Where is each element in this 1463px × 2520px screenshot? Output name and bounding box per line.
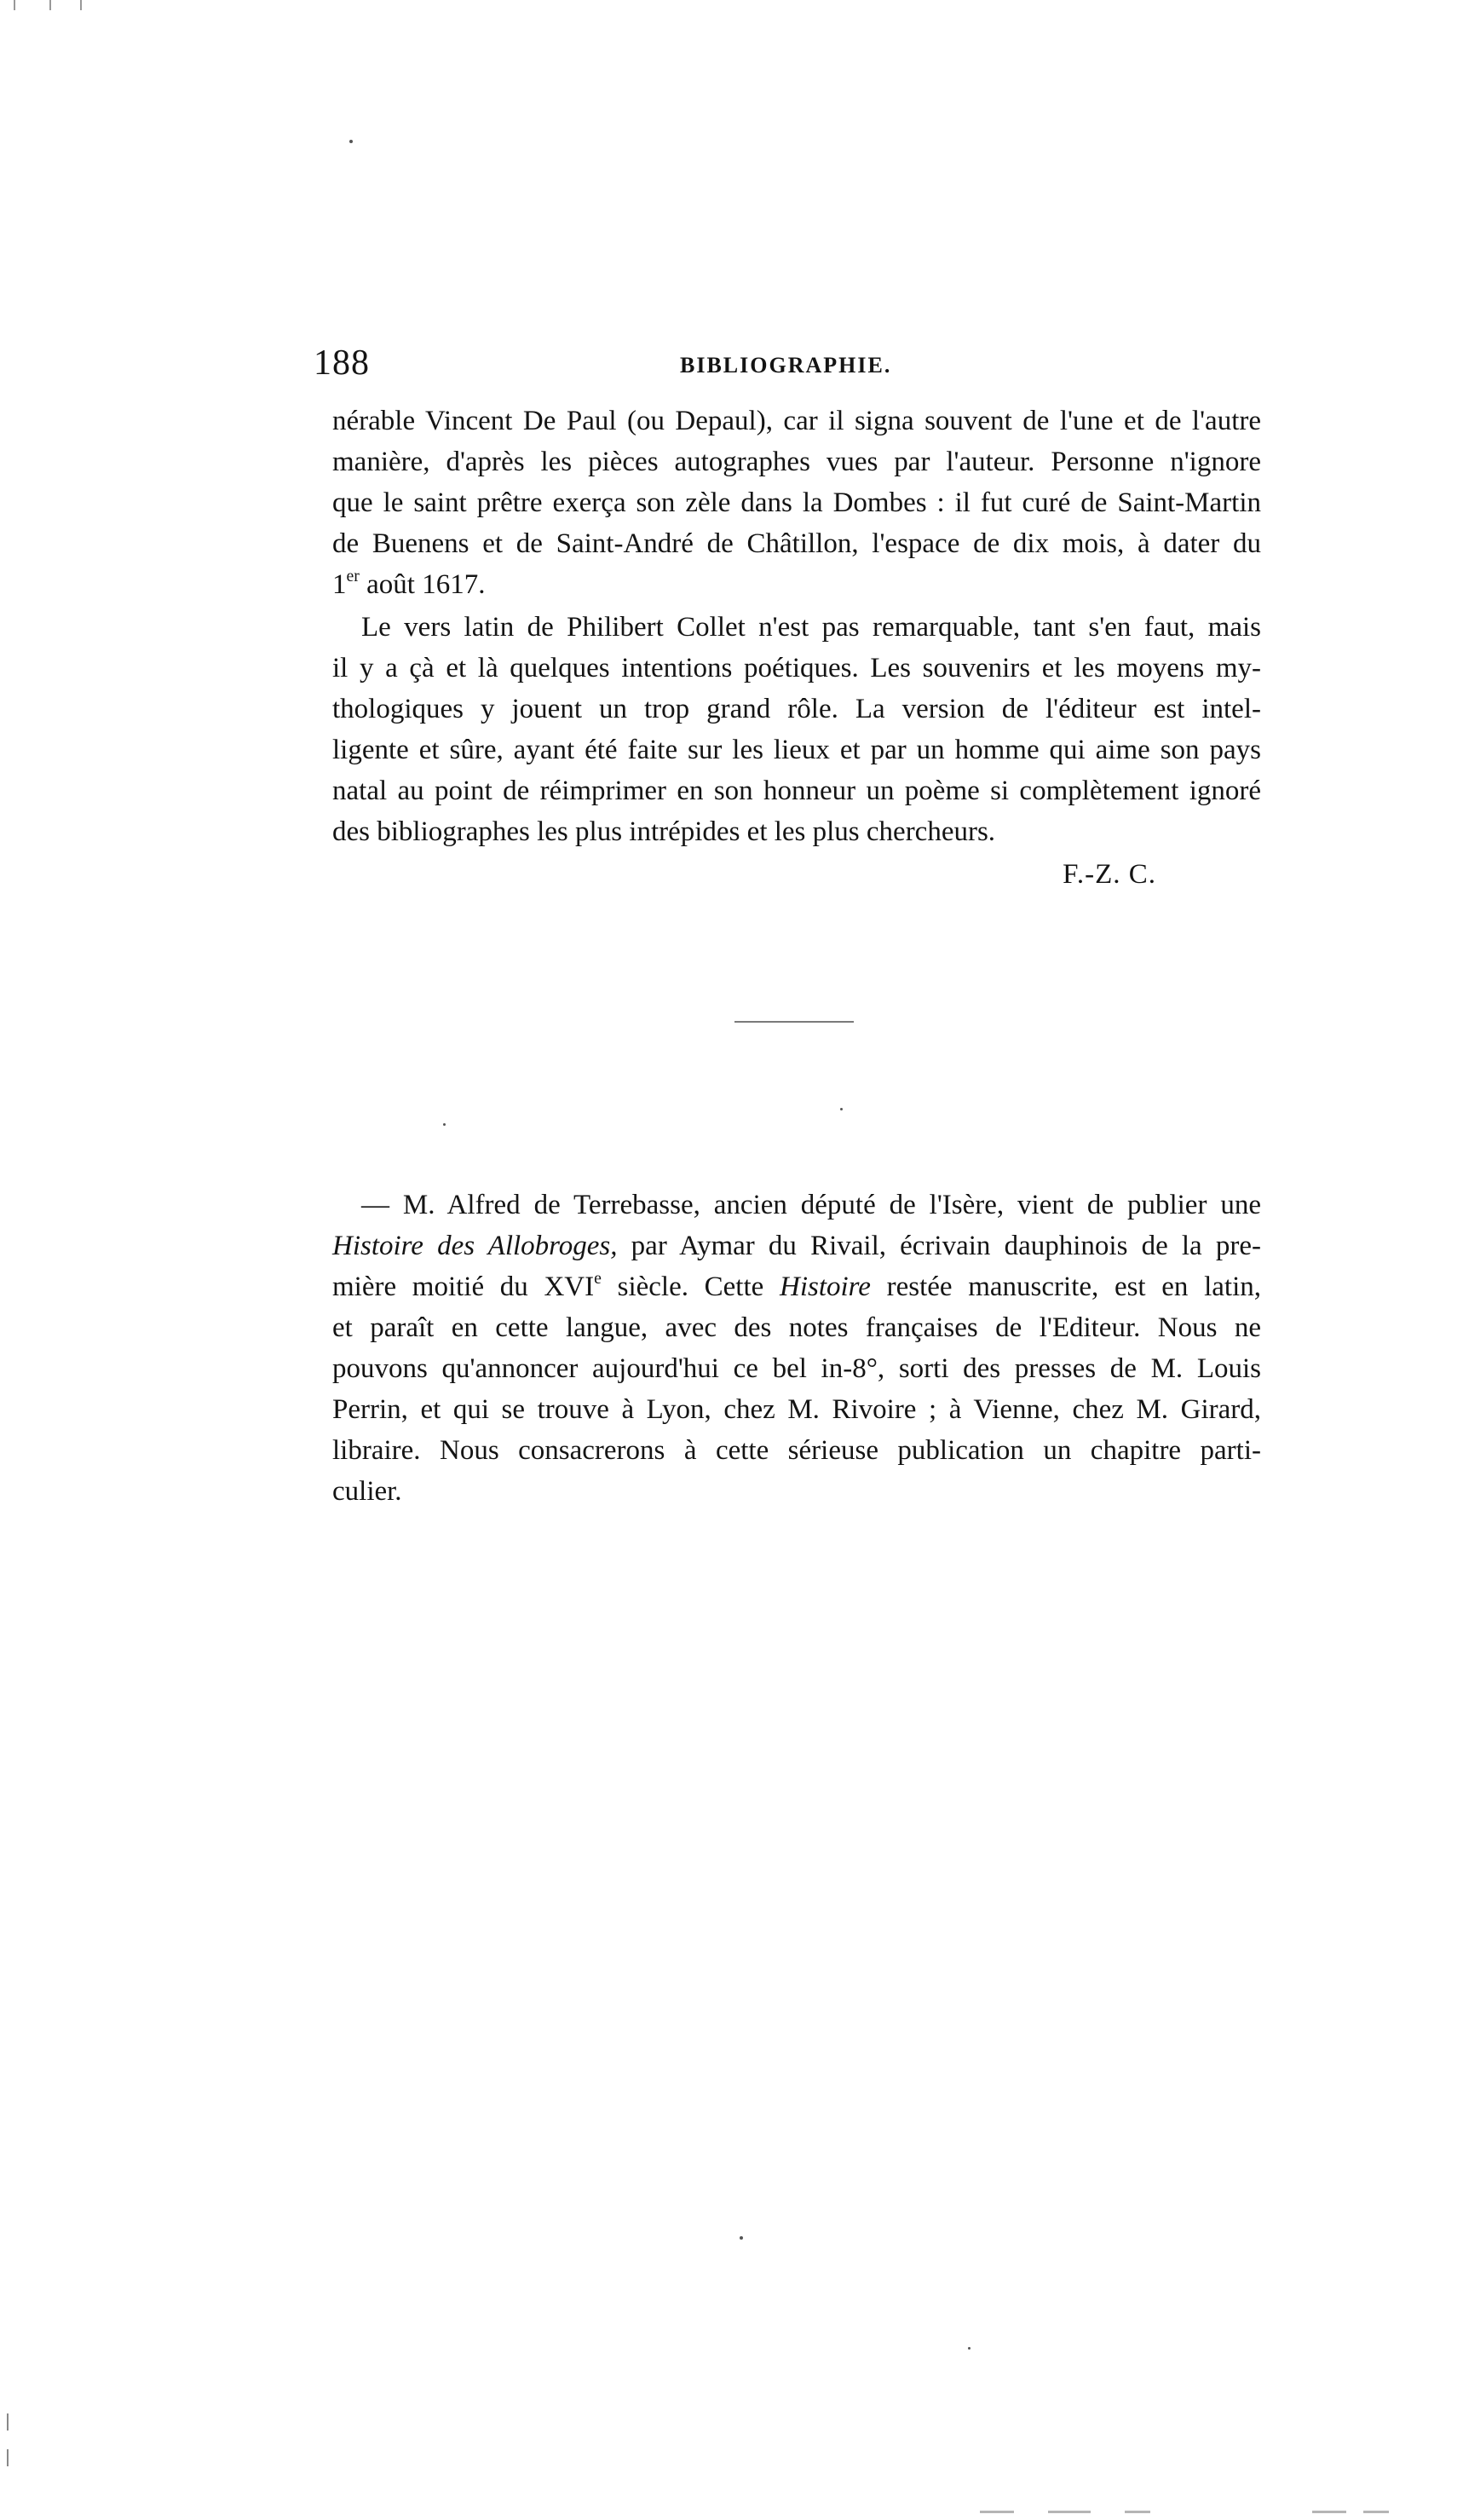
scan-speck: [840, 1108, 843, 1110]
scan-mark-bottom: [1363, 2511, 1389, 2513]
text-fragment: restée manuscrite, est en latin,: [870, 1272, 1262, 1302]
superscript: e: [594, 1269, 602, 1289]
section-divider: [734, 1021, 854, 1023]
scan-mark-bottom: [1048, 2511, 1091, 2513]
scan-mark-left-1: [7, 2413, 9, 2431]
text-line: libraire. Nous consacrerons à cette sérieuse publication un chapitre parti-: [332, 1435, 1261, 1466]
text-line: natal au point de réimprimer en son honneur un poème si complètement ignoré: [332, 776, 1261, 806]
text-line: culier.: [332, 1476, 402, 1507]
text-line: thologiques y jouent un trop grand rôle. La version de l'éditeur est intel-: [332, 694, 1261, 724]
text-line: manière, d'après les pièces autographes vues par l'auteur. Personne n'ignore: [332, 447, 1261, 477]
scan-mark-left-2: [7, 2449, 9, 2466]
scan-mark-top-3: [80, 0, 82, 10]
text-fragment: août 1617.: [359, 569, 486, 600]
author-signature: F.-Z. C.: [1063, 859, 1156, 890]
page-header: [314, 343, 1261, 394]
paragraph-1: [332, 401, 1261, 605]
scan-mark-bottom: [980, 2511, 1014, 2513]
text-line: [332, 1266, 1261, 1307]
scan-speck: [968, 2347, 971, 2350]
text-line: [332, 1225, 1261, 1266]
text-line: que le saint prêtre exerça son zèle dans la Dombes : il fut curé de Saint-Martin: [332, 487, 1261, 518]
text-line: [332, 564, 1261, 605]
scan-mark-top-2: [49, 0, 51, 10]
text-fragment: 1: [332, 569, 347, 600]
paragraph-3: [332, 1185, 1261, 1512]
text-line: pouvons qu'annoncer aujourd'hui ce bel in-8°, sorti des presses de M. Louis: [332, 1353, 1261, 1384]
scan-mark-top-1: [14, 0, 15, 10]
text-fragment: siècle. Cette: [601, 1272, 780, 1302]
running-head: BIBLIOGRAPHIE.: [680, 353, 892, 378]
text-fragment: mière moitié du XVI: [332, 1272, 595, 1302]
text-line: des bibliographes les plus intrépides et les plus chercheurs.: [332, 816, 996, 847]
book-title: Histoire des Allobroges,: [332, 1231, 618, 1261]
scan-speck: [740, 2236, 743, 2240]
text-line: ligente et sûre, ayant été faite sur les lieux et par un homme qui aime son pays: [332, 735, 1261, 765]
page-number: 188: [314, 343, 370, 383]
paragraph-2: [332, 607, 1261, 852]
scan-speck: [349, 140, 353, 143]
text-line: Perrin, et qui se trouve à Lyon, chez M. Rivoire ; à Vienne, chez M. Girard,: [332, 1394, 1261, 1425]
text-line: et paraît en cette langue, avec des notes françaises de l'Editeur. Nous ne: [332, 1312, 1261, 1343]
scan-mark-bottom: [1125, 2511, 1150, 2513]
text-line: nérable Vincent De Paul (ou Depaul), car il signa souvent de l'une et de l'autre: [332, 406, 1261, 436]
text-line: Le vers latin de Philibert Collet n'est pas remarquable, tant s'en faut, mais: [361, 612, 1261, 643]
italic-word: Histoire: [779, 1272, 871, 1302]
superscript: er: [346, 567, 360, 586]
text-line: il y a çà et là quelques intentions poétiques. Les souvenirs et les moyens my-: [332, 653, 1261, 683]
text-line: — M. Alfred de Terrebasse, ancien député de l'Isère, vient de publier une: [361, 1190, 1261, 1220]
text-fragment: par Aymar du Rivail, écrivain dauphinois de la pre-: [617, 1231, 1261, 1261]
scan-speck: [443, 1123, 446, 1126]
scan-mark-bottom: [1312, 2511, 1346, 2513]
text-line: de Buenens et de Saint-André de Châtillon, l'espace de dix mois, à dater du: [332, 528, 1261, 559]
